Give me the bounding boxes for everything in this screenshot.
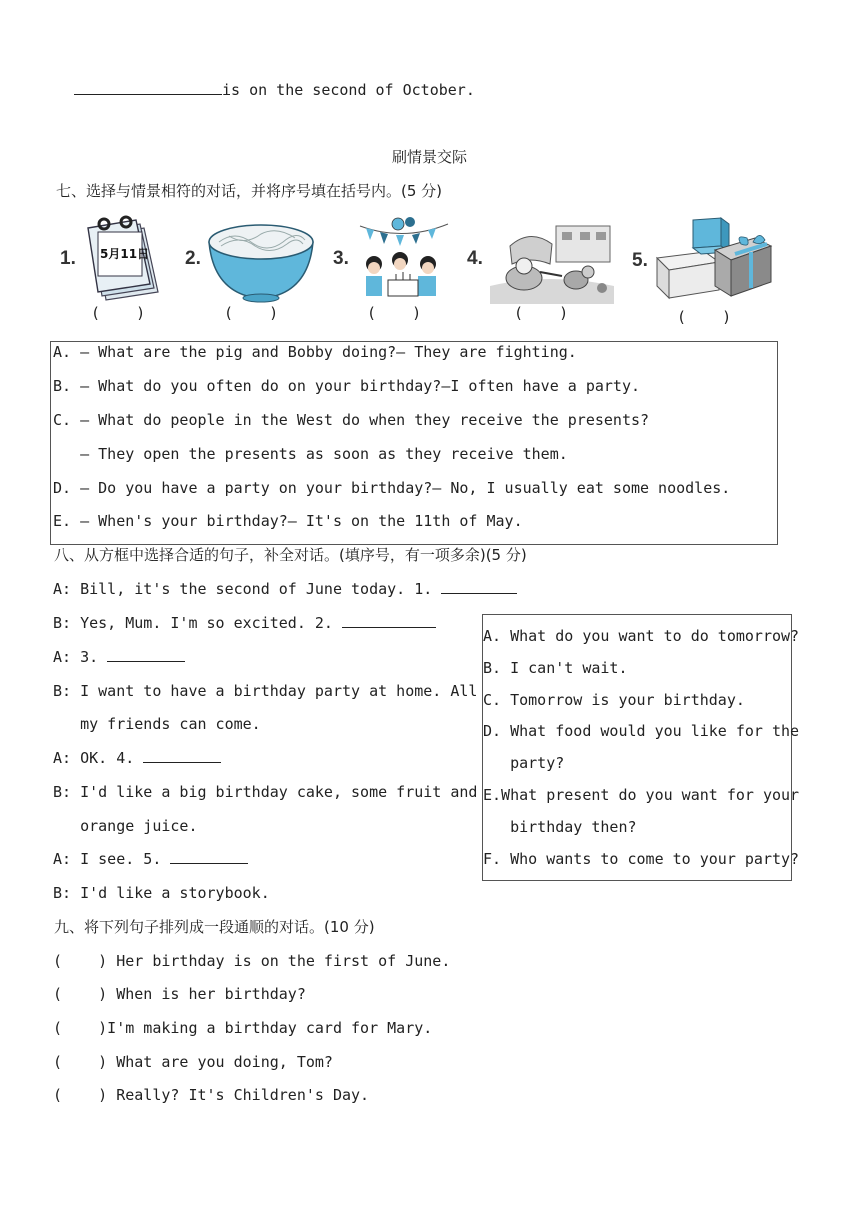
picture-number-3: 3.	[333, 248, 349, 269]
fill-in-text: is on the second of October.	[222, 81, 475, 99]
dialogue-line	[53, 647, 185, 667]
answer-blank-4[interactable]	[143, 748, 221, 763]
q8-option: party?	[483, 754, 565, 772]
answer-blank-5[interactable]	[170, 849, 248, 864]
q7-option: D. — Do you have a party on your birthday?— No, I usually eat some noodles.	[53, 479, 731, 497]
q8-option: A. What do you want to do tomorrow?	[483, 627, 800, 645]
answer-blank-2[interactable]	[342, 613, 436, 628]
section-heading: 刷情景交际	[392, 148, 468, 166]
answer-blank-1[interactable]	[441, 579, 517, 594]
q8-title: 八、从方框中选择合适的句子，补全对话。(填序号，有一项多余)(5 分)	[54, 546, 527, 564]
dialogue-line: B: I'd like a storybook.	[53, 884, 270, 902]
calendar-icon	[82, 214, 172, 304]
dialogue-text: A: OK. 4.	[53, 749, 135, 767]
q9-item[interactable]: ( ) Her birthday is on the first of June.	[53, 952, 451, 970]
fill-in-line	[74, 80, 475, 100]
dialogue-line	[53, 579, 517, 599]
q8-option: D. What food would you like for the	[483, 722, 800, 740]
dialogue-text: A: 3.	[53, 648, 99, 666]
calendar-date: 5月11日	[100, 247, 150, 261]
dialogue-line: my friends can come.	[53, 715, 261, 733]
dialogue-line	[53, 613, 436, 633]
answer-paren-5[interactable]: ( )	[677, 308, 732, 326]
q7-title: 七、选择与情景相符的对话，并将序号填在括号内。(5 分)	[56, 182, 443, 200]
dialogue-line	[53, 849, 248, 869]
answer-paren-2[interactable]: ( )	[224, 304, 279, 322]
q8-option: birthday then?	[483, 818, 637, 836]
answer-paren-4[interactable]: ( )	[514, 304, 569, 322]
dialogue-line: B: I'd like a big birthday cake, some fruit and	[53, 783, 478, 801]
answer-paren-1[interactable]: ( )	[91, 304, 146, 322]
q9-item[interactable]: ( ) When is her birthday?	[53, 985, 306, 1003]
dialogue-text: A: I see. 5.	[53, 850, 162, 868]
q9-title: 九、将下列句子排列成一段通顺的对话。(10 分)	[54, 918, 375, 936]
q9-item[interactable]: ( ) What are you doing, Tom?	[53, 1053, 333, 1071]
q8-option: C. Tomorrow is your birthday.	[483, 691, 745, 709]
answer-blank[interactable]	[74, 80, 222, 95]
birthday-party-icon	[358, 216, 450, 302]
picture-number-1: 1.	[60, 248, 76, 269]
q7-option: C. — What do people in the West do when they receive the presents?	[53, 411, 650, 429]
picture-number-2: 2.	[185, 248, 201, 269]
q8-option: F. Who wants to come to your party?	[483, 850, 800, 868]
answer-blank-3[interactable]	[107, 647, 185, 662]
dialogue-line: orange juice.	[53, 817, 198, 835]
picture-number-4: 4.	[467, 248, 483, 269]
q8-option: B. I can't wait.	[483, 659, 628, 677]
q7-option: E. — When's your birthday?— It's on the 11th of May.	[53, 512, 523, 530]
dialogue-line	[53, 748, 221, 768]
answer-paren-3[interactable]: ( )	[367, 304, 422, 322]
q7-option: A. — What are the pig and Bobby doing?— They are fighting.	[53, 343, 577, 361]
q8-options-box	[482, 614, 792, 881]
q8-option: E.What present do you want for your	[483, 786, 800, 804]
fighting-cartoon-icon	[490, 216, 614, 304]
q7-option: B. — What do you often do on your birthday?—I often have a party.	[53, 377, 640, 395]
dialogue-text: B: Yes, Mum. I'm so excited. 2.	[53, 614, 333, 632]
dialogue-line: B: I want to have a birthday party at home. All	[53, 682, 478, 700]
q9-item[interactable]: ( )I'm making a birthday card for Mary.	[53, 1019, 433, 1037]
picture-number-5: 5.	[632, 250, 648, 271]
q7-option: — They open the presents as soon as they receive them.	[53, 445, 568, 463]
noodle-bowl-icon	[205, 216, 317, 304]
gift-boxes-icon	[655, 214, 773, 306]
dialogue-text: A: Bill, it's the second of June today. 1.	[53, 580, 433, 598]
q9-item[interactable]: ( ) Really? It's Children's Day.	[53, 1086, 370, 1104]
